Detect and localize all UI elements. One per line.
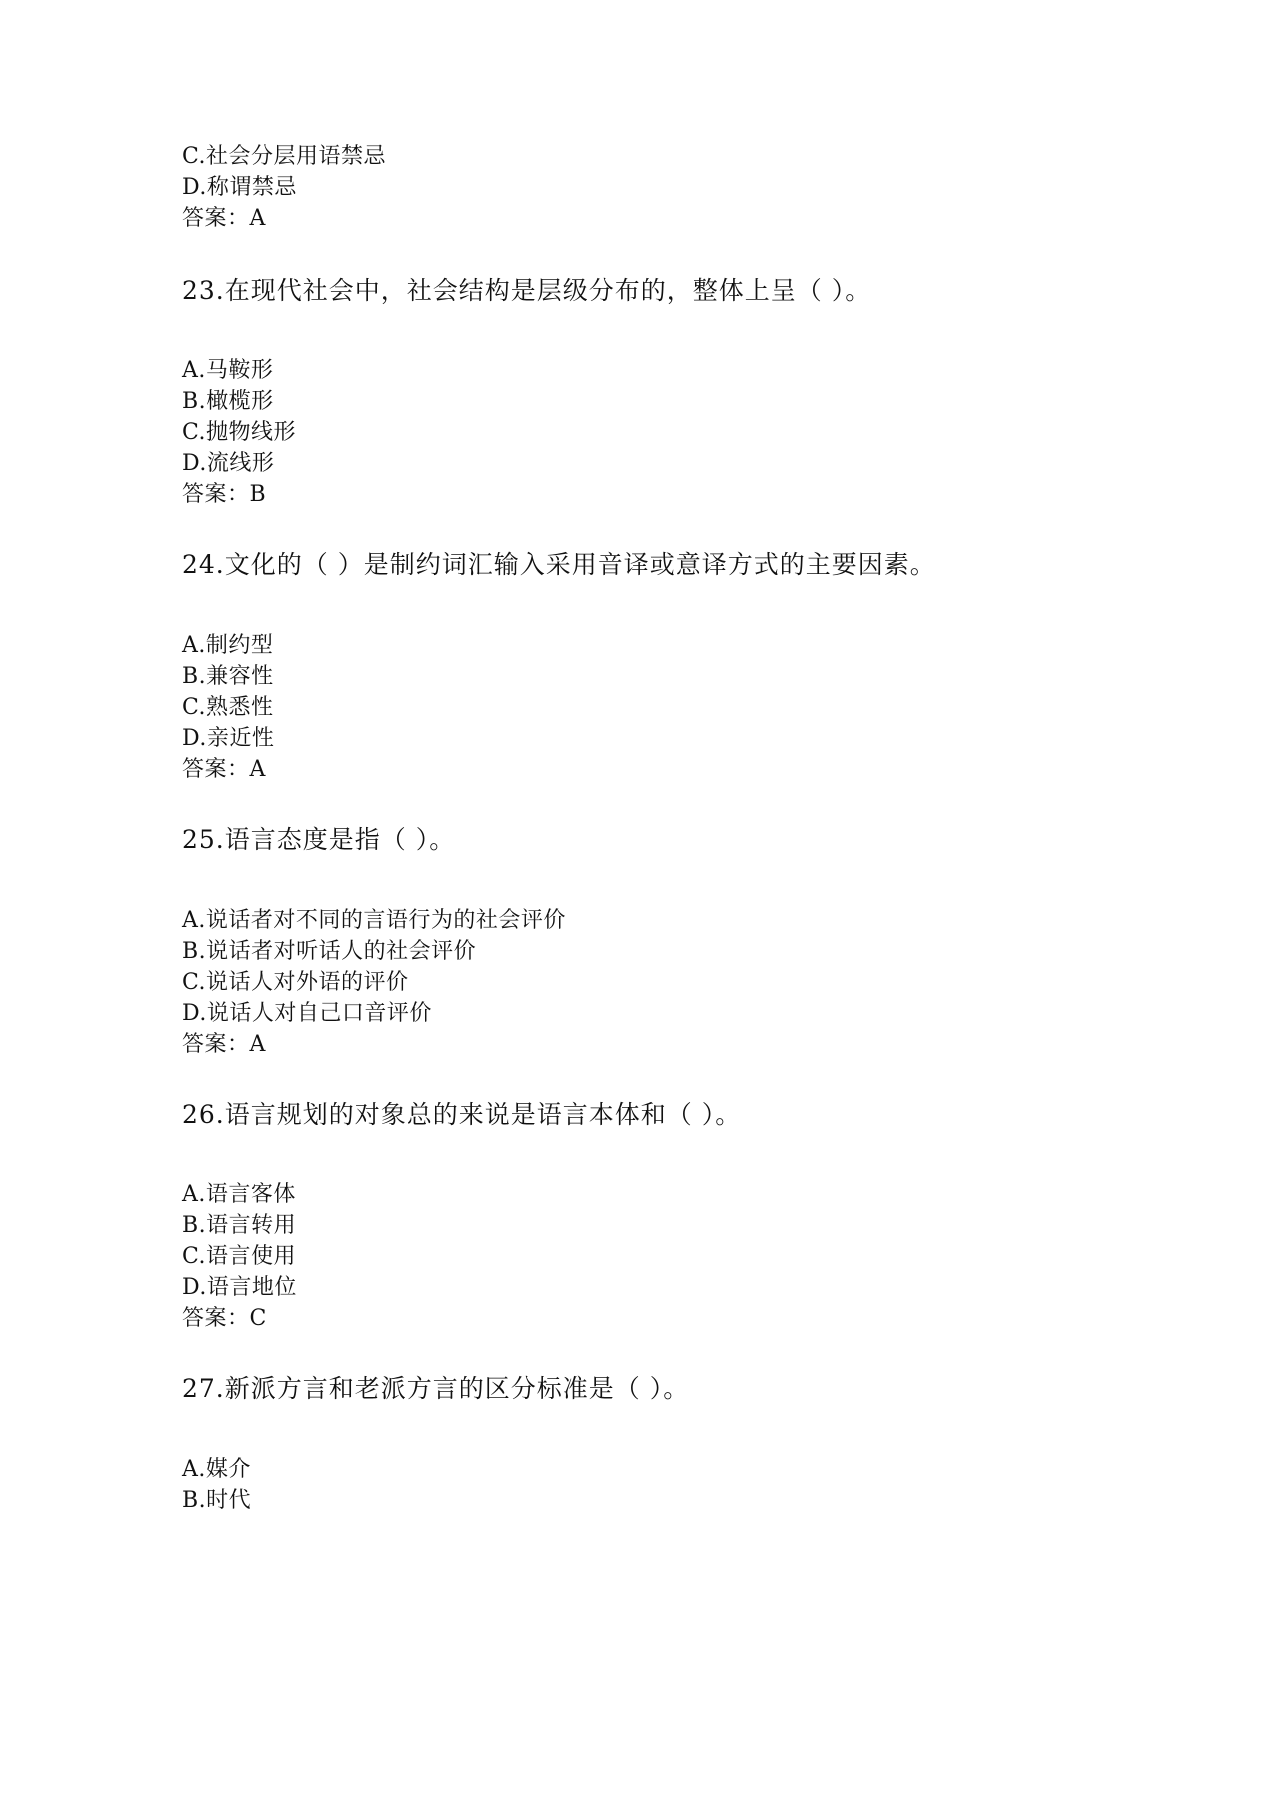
- question-stem: 25.语言态度是指（ ）。: [182, 825, 456, 854]
- option-line: A.马鞍形: [182, 358, 274, 383]
- option-line: B.时代: [182, 1488, 252, 1513]
- option-line: A.语言客体: [182, 1182, 296, 1207]
- option-line: B.说话者对听话人的社会评价: [182, 939, 477, 964]
- answer-line: 答案：A: [182, 1032, 266, 1057]
- answer-line: 答案：A: [182, 206, 266, 231]
- option-line: C.社会分层用语禁忌: [182, 144, 387, 169]
- option-line: B.橄榄形: [182, 389, 274, 414]
- question-stem: 26.语言规划的对象总的来说是语言本体和（ ）。: [182, 1100, 742, 1129]
- answer-line: 答案：B: [182, 482, 267, 507]
- option-line: D.说话人对自己口音评价: [182, 1001, 432, 1026]
- option-line: C.语言使用: [182, 1244, 297, 1269]
- option-line: D.称谓禁忌: [182, 175, 297, 200]
- answer-line: 答案：C: [182, 1306, 267, 1331]
- option-line: D.亲近性: [182, 726, 275, 751]
- option-line: B.兼容性: [182, 664, 274, 689]
- option-line: A.制约型: [182, 633, 274, 658]
- question-stem: 24.文化的（ ）是制约词汇输入采用音译或意译方式的主要因素。: [182, 550, 936, 579]
- option-line: B.语言转用: [182, 1213, 297, 1238]
- answer-line: 答案：A: [182, 757, 266, 782]
- question-stem: 23.在现代社会中，社会结构是层级分布的，整体上呈（ ）。: [182, 276, 872, 305]
- option-line: C.抛物线形: [182, 420, 297, 445]
- question-stem: 27.新派方言和老派方言的区分标准是（ ）。: [182, 1374, 690, 1403]
- option-line: A.说话者对不同的言语行为的社会评价: [182, 908, 566, 933]
- option-line: D.流线形: [182, 451, 275, 476]
- option-line: D.语言地位: [182, 1275, 297, 1300]
- option-line: C.熟悉性: [182, 695, 274, 720]
- option-line: A.媒介: [182, 1457, 251, 1482]
- option-line: C.说话人对外语的评价: [182, 970, 409, 995]
